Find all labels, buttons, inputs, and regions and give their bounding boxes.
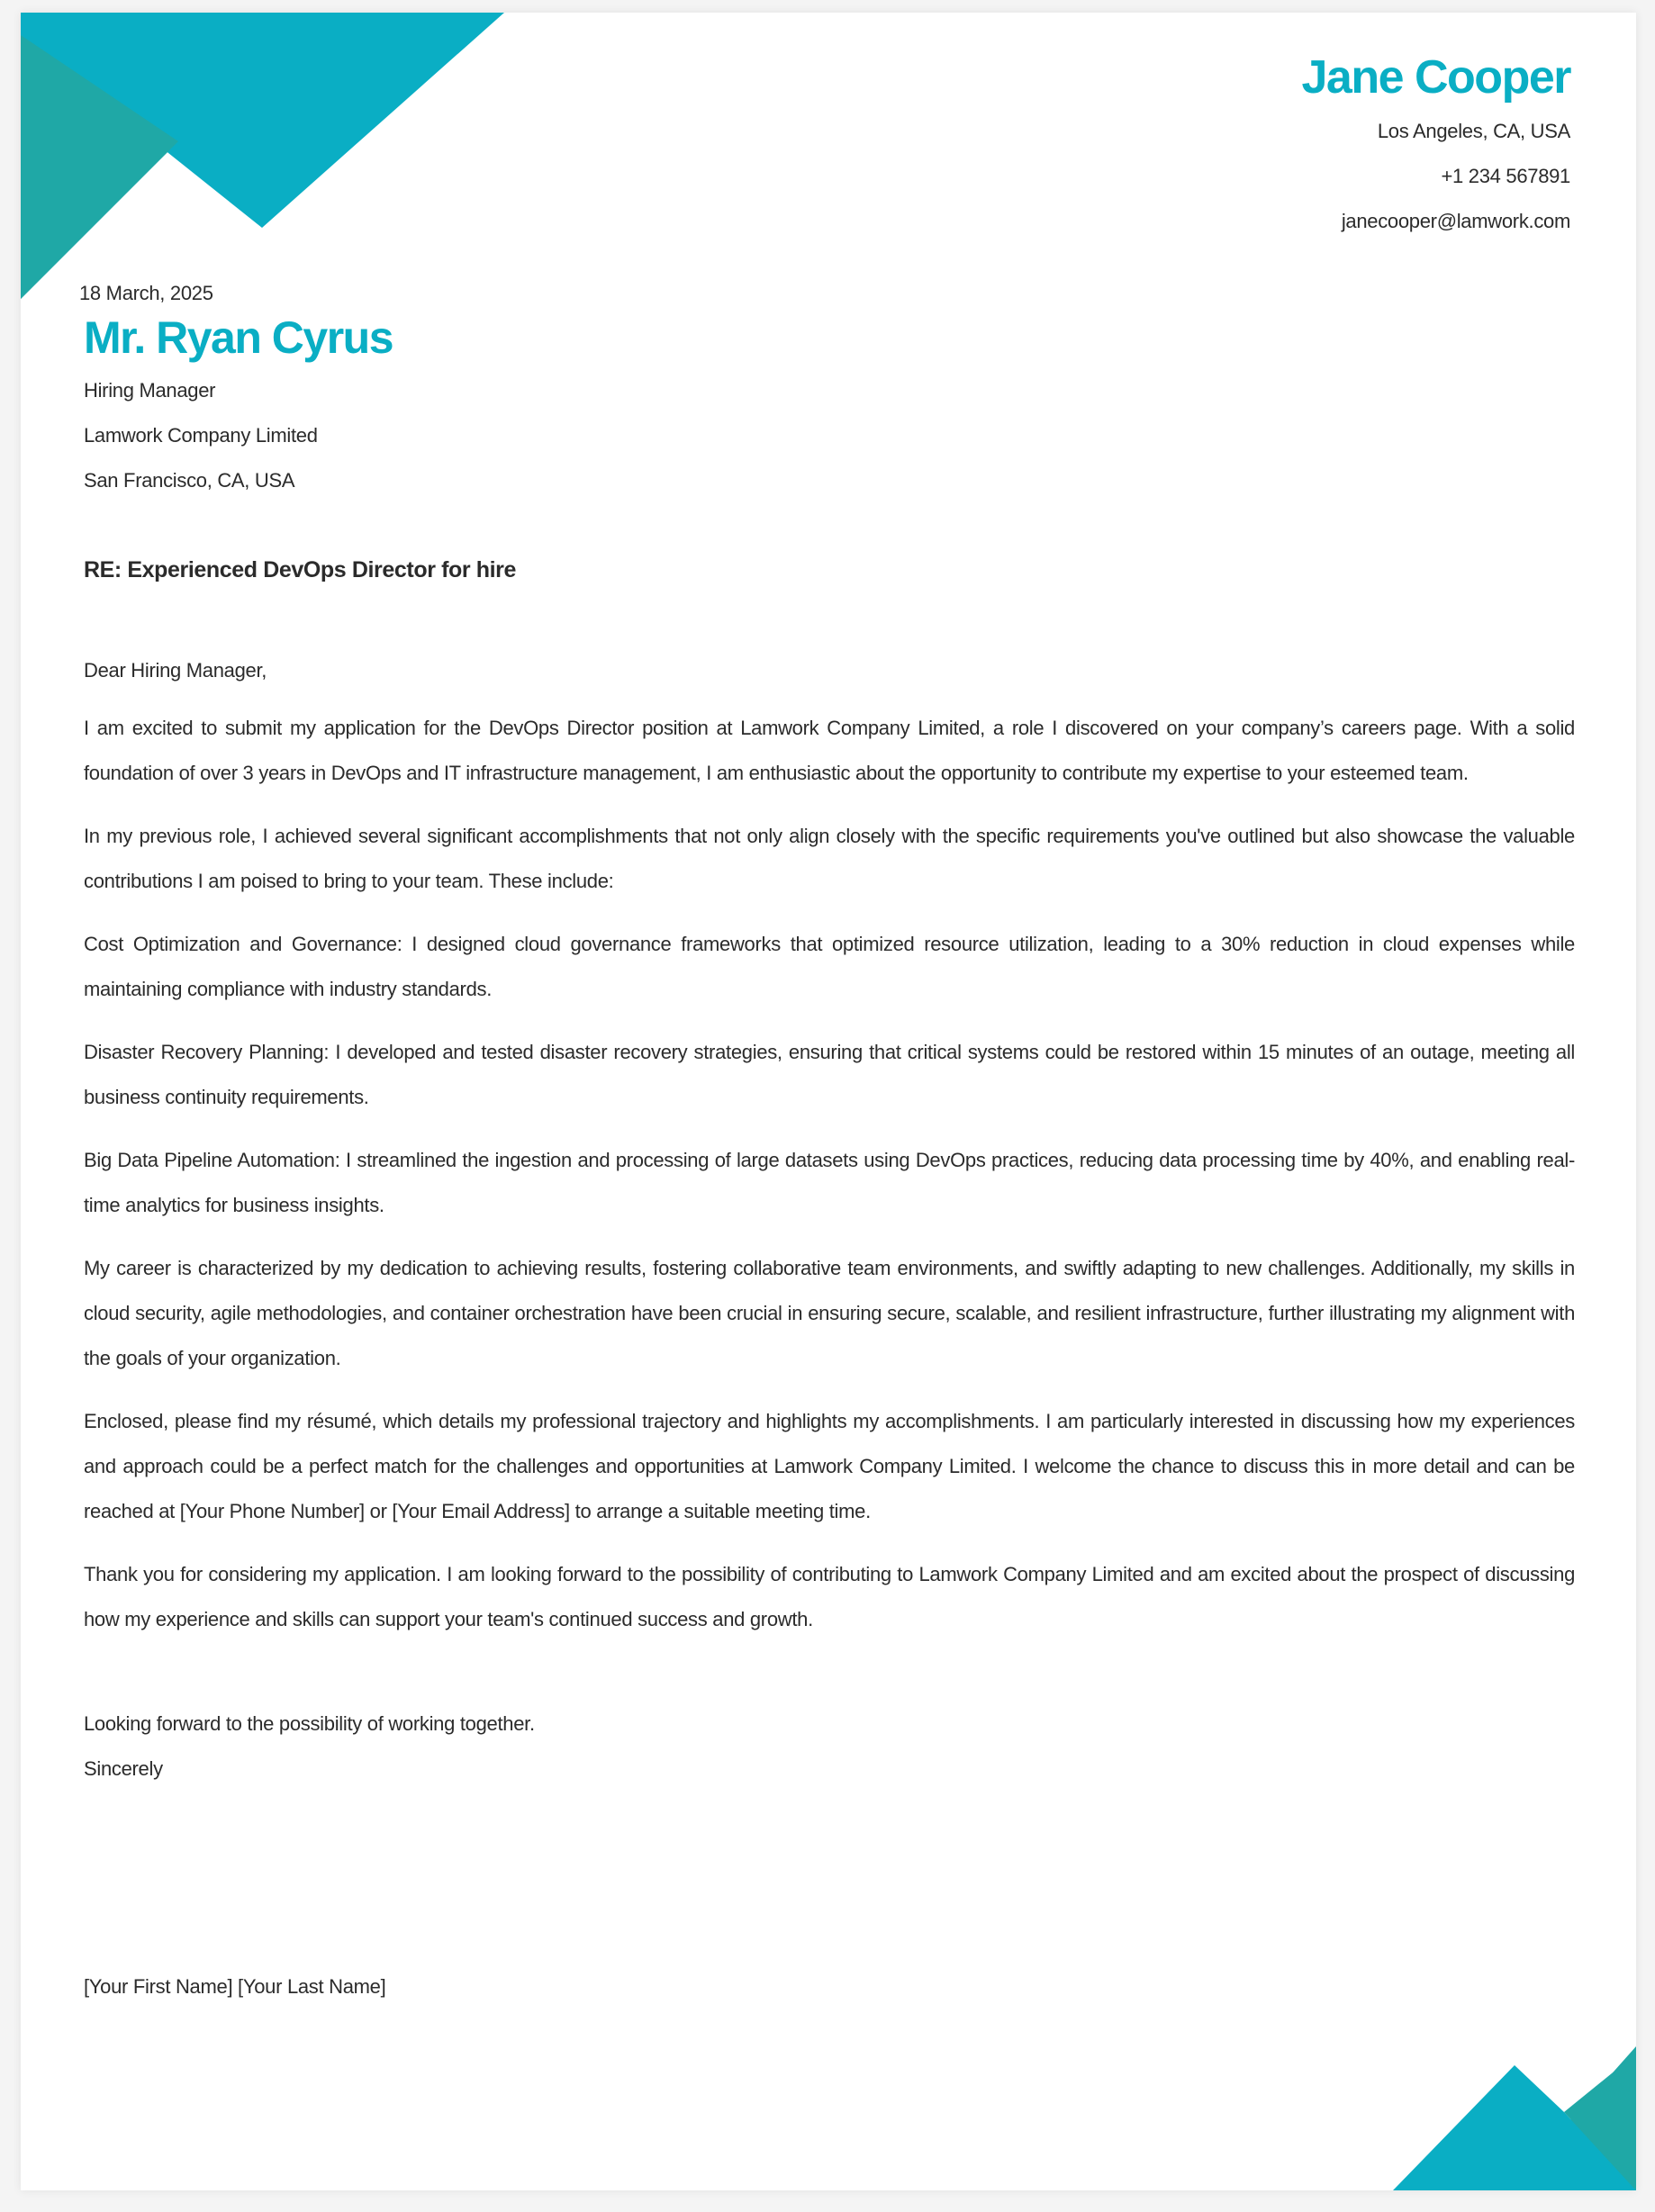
closing-block <box>84 1702 535 1792</box>
recipient-title: Hiring Manager <box>84 379 216 402</box>
sender-email: janecooper@lamwork.com <box>1341 210 1570 233</box>
paragraph-enclosed: Enclosed, please find my résumé, which details my professional trajectory and highlights my accomplishments. I am particularly interested in discussing how my experiences and approach could be a perfect match for the challenges and opportunities at Lamwork Company Limited. I welcome the chance to discuss this in more detail and can be reached at [Your Phone Number] or [Your Email Address] to arrange a suitable meeting time. <box>84 1410 1575 1522</box>
letter-body <box>84 650 1575 1660</box>
paragraph-big-data: Big Data Pipeline Automation: I streamlined the ingestion and processing of large datasets using DevOps practices, reducing data processing time by 40%, and enabling real-time analytics for business insights. <box>84 1149 1575 1216</box>
paragraph-career: My career is characterized by my dedication to achieving results, fostering collaborative team environments, and swiftly adapting to new challenges. Additionally, my skills in cloud security, agile methodologies, and container orchestration have been crucial in ensuring secure, scalable, and resilient infrastructure, further illustrating my alignment with the goals of your organization. <box>84 1257 1575 1369</box>
paragraph-accomplishments-intro: In my previous role, I achieved several significant accomplishments that not only align closely with the specific requirements you've outlined but also showcase the valuable contributions I am poised to bring to your team. These include: <box>84 825 1575 892</box>
corner-triangles-top-left-decoration <box>21 13 507 301</box>
signature-name: [Your First Name] [Your Last Name] <box>84 1975 386 1998</box>
sender-location: Los Angeles, CA, USA <box>1377 120 1570 143</box>
paragraph-disaster-recovery: Disaster Recovery Planning: I developed and tested disaster recovery strategies, ensuring that critical systems could be restored within 15 minutes of an outage, meeting all business continuity requirements. <box>84 1041 1575 1108</box>
recipient-company: Lamwork Company Limited <box>84 424 318 447</box>
signoff: Sincerely <box>84 1757 163 1780</box>
recipient-location: San Francisco, CA, USA <box>84 469 295 492</box>
letter-date: 18 March, 2025 <box>79 282 213 304</box>
sender-name: Jane Cooper <box>1301 51 1570 104</box>
paragraph-thank-you: Thank you for considering my application. I am looking forward to the possibility of contributing to Lamwork Company Limited and am excited about the prospect of discussing how my experience and skills can support your team's continued success and growth. <box>84 1563 1575 1630</box>
closing-line: Looking forward to the possibility of working together. <box>84 1712 535 1735</box>
corner-triangles-bottom-right-decoration <box>1393 2046 1636 2190</box>
paragraph-intro: I am excited to submit my application for the DevOps Director position at Lamwork Company Limited, a role I discovered on your company’s careers page. With a solid foundation of over 3 years in DevOps and IT infrastructure management, I am enthusiastic about the opportunity to contribute my expertise to your esteemed team. <box>84 717 1575 784</box>
subject-line: RE: Experienced DevOps Director for hire <box>84 557 516 582</box>
sender-phone: +1 234 567891 <box>1441 165 1570 188</box>
salutation: Dear Hiring Manager, <box>84 659 267 682</box>
recipient-block <box>84 313 393 503</box>
letter-page <box>21 13 1636 2190</box>
sender-block <box>1302 52 1570 244</box>
recipient-name: Mr. Ryan Cyrus <box>84 312 393 363</box>
paragraph-cost-optimization: Cost Optimization and Governance: I designed cloud governance frameworks that optimized resource utilization, leading to a 30% reduction in cloud expenses while maintaining compliance with industry standards. <box>84 933 1575 1000</box>
